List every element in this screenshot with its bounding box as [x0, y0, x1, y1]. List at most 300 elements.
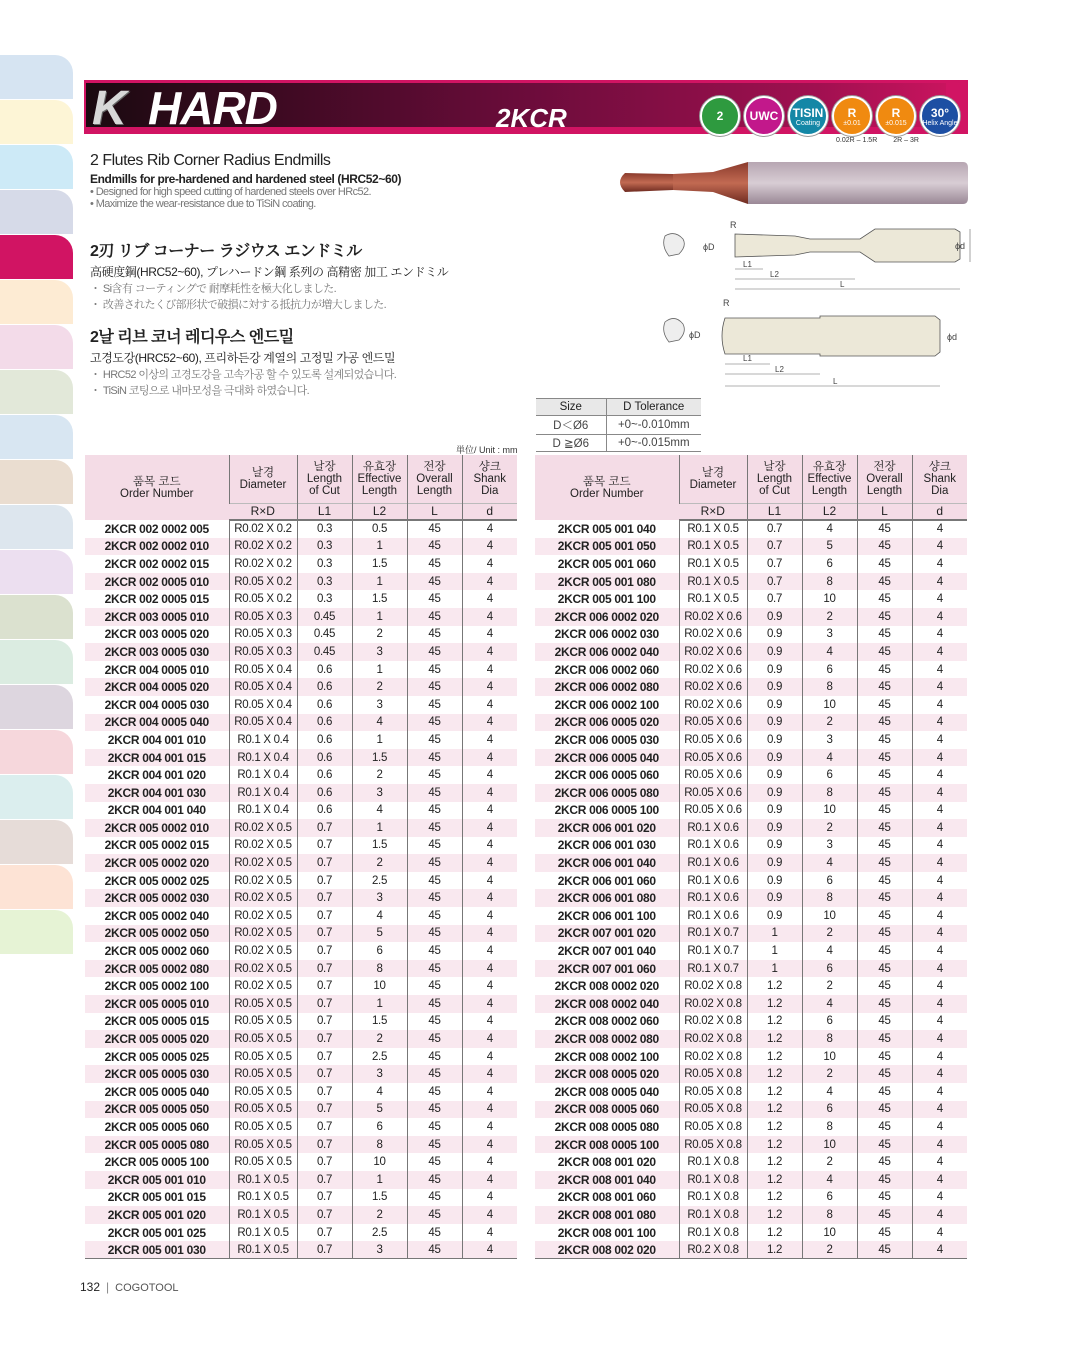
tolerance-value: +0~-0.010mm — [606, 416, 701, 435]
cell-effective-length: 2.5 — [352, 872, 407, 890]
cell-shank-dia: 4 — [912, 837, 967, 855]
section-tab[interactable] — [0, 280, 73, 324]
table-row — [85, 977, 517, 995]
cell-order-number: 2KCR 004 001 020 — [107, 768, 206, 783]
cell-diameter: R0.05 X 0.5 — [229, 1013, 297, 1031]
cell-diameter: R0.05 X 0.4 — [229, 696, 297, 714]
cell-diameter: R0.02 X 0.5 — [229, 819, 297, 837]
cell-order-number: 2KCR 008 001 060 — [557, 1190, 656, 1205]
cell-shank-dia: 4 — [462, 995, 517, 1013]
header-line: 날경 — [701, 466, 725, 479]
cell-order-number: 2KCR 005 0005 025 — [104, 1049, 209, 1064]
cell-length-of-cut: 0.9 — [747, 766, 802, 784]
cell-overall-length: 45 — [407, 590, 462, 608]
series-code: 2KCR — [496, 103, 567, 133]
header-diameter — [229, 455, 297, 503]
section-tab[interactable] — [0, 235, 73, 279]
cell-length-of-cut: 0.9 — [747, 907, 802, 925]
cell-length-of-cut: 1 — [747, 960, 802, 978]
cell-overall-length: 45 — [407, 1101, 462, 1119]
cell-diameter: R0.05 X 0.4 — [229, 661, 297, 679]
label-shank-d: ϕd — [955, 241, 966, 251]
cell-order-number: 2KCR 005 0005 040 — [104, 1084, 209, 1099]
cell-order-number: 2KCR 008 0002 100 — [554, 1049, 659, 1064]
cell-diameter: R0.05 X 0.3 — [229, 608, 297, 626]
cell-order-number: 2KCR 008 001 020 — [557, 1155, 656, 1170]
cell-diameter: R0.05 X 0.8 — [679, 1101, 747, 1119]
cell-shank-dia: 4 — [912, 1171, 967, 1189]
cell-order-number: 2KCR 008 001 080 — [535, 1206, 679, 1224]
cell-diameter: R0.2 X 0.8 — [679, 1241, 747, 1259]
cell-shank-dia: 4 — [912, 1048, 967, 1066]
k-logo: K — [92, 82, 125, 135]
cell-effective-length: 3 — [352, 643, 407, 661]
cell-length-of-cut: 0.7 — [297, 1065, 352, 1083]
cell-effective-length: 1 — [352, 731, 407, 749]
tolerance-size: D＜Ø6 — [536, 416, 606, 435]
cell-diameter: R0.02 X 0.6 — [679, 661, 747, 679]
cell-length-of-cut: 0.7 — [747, 555, 802, 573]
cell-shank-dia: 4 — [912, 995, 967, 1013]
table-row — [535, 538, 967, 556]
cell-effective-length: 4 — [802, 854, 857, 872]
cell-order-number: 2KCR 006 0005 060 — [554, 768, 659, 783]
cell-length-of-cut: 0.7 — [297, 925, 352, 943]
table-row — [85, 995, 517, 1013]
cell-order-number: 2KCR 005 0005 100 — [104, 1155, 209, 1170]
section-tab[interactable] — [0, 595, 73, 639]
cell-diameter: R0.1 X 0.5 — [229, 1171, 297, 1189]
cell-length-of-cut: 0.9 — [747, 854, 802, 872]
cell-shank-dia: 4 — [912, 1013, 967, 1031]
flute — [620, 173, 673, 192]
cell-effective-length: 6 — [802, 1101, 857, 1119]
header-line: Shank — [473, 472, 507, 485]
cell-length-of-cut: 0.7 — [747, 538, 802, 556]
header-line: Length — [306, 472, 343, 485]
header-symbol: d — [912, 503, 967, 520]
cell-length-of-cut: 0.7 — [297, 1206, 352, 1224]
cell-order-number: 2KCR 002 0005 015 — [104, 592, 209, 607]
section-tabs — [0, 55, 73, 955]
section-tab[interactable] — [0, 370, 73, 414]
cell-order-number: 2KCR 006 0005 030 — [554, 732, 659, 747]
cell-overall-length: 45 — [407, 1153, 462, 1171]
section-tab[interactable] — [0, 865, 73, 909]
description-english — [90, 152, 401, 210]
cell-length-of-cut: 0.7 — [297, 1171, 352, 1189]
table-row — [535, 1189, 967, 1207]
cell-overall-length: 45 — [857, 872, 912, 890]
cell-shank-dia: 4 — [462, 1083, 517, 1101]
cell-effective-length: 4 — [352, 1083, 407, 1101]
section-tab[interactable] — [0, 325, 73, 369]
table-row — [535, 555, 967, 573]
cell-length-of-cut: 0.45 — [297, 626, 352, 644]
cell-shank-dia: 4 — [462, 1118, 517, 1136]
cell-order-number: 2KCR 008 0005 080 — [554, 1119, 659, 1134]
cell-length-of-cut: 0.7 — [297, 1153, 352, 1171]
header-line: Length — [361, 484, 398, 497]
cell-effective-length: 3 — [352, 1241, 407, 1259]
cell-length-of-cut: 0.7 — [297, 1136, 352, 1154]
product-table-right — [535, 455, 967, 1259]
cell-length-of-cut: 0.7 — [297, 1118, 352, 1136]
cell-effective-length: 10 — [802, 1136, 857, 1154]
cell-overall-length: 45 — [857, 731, 912, 749]
cell-shank-dia: 4 — [462, 1206, 517, 1224]
table-row — [85, 555, 517, 573]
cell-effective-length: 3 — [352, 889, 407, 907]
cell-length-of-cut: 1.2 — [747, 1013, 802, 1031]
cell-length-of-cut: 0.9 — [747, 837, 802, 855]
cell-shank-dia: 4 — [462, 872, 517, 890]
cell-diameter: R0.02 X 0.2 — [229, 520, 297, 538]
header-line: 샹크 — [928, 460, 951, 473]
table-row — [535, 749, 967, 767]
cell-order-number: 2KCR 004 001 040 — [107, 803, 206, 818]
cell-overall-length: 45 — [857, 1189, 912, 1207]
cell-overall-length: 45 — [407, 977, 462, 995]
cell-shank-dia: 4 — [912, 590, 967, 608]
cell-diameter: R0.02 X 0.8 — [679, 995, 747, 1013]
cell-effective-length: 1.5 — [352, 590, 407, 608]
cell-shank-dia: 4 — [462, 837, 517, 855]
cell-order-number: 2KCR 008 0005 020 — [535, 1065, 679, 1083]
badge-notes — [836, 137, 919, 144]
cell-overall-length: 45 — [407, 960, 462, 978]
cell-order-number: 2KCR 004 0005 030 — [104, 697, 209, 712]
cell-shank-dia: 4 — [912, 520, 967, 538]
cell-shank-dia: 4 — [912, 1030, 967, 1048]
table-row — [85, 661, 517, 679]
table-row — [85, 907, 517, 925]
cell-effective-length: 1.5 — [352, 1189, 407, 1207]
cell-order-number: 2KCR 002 0002 015 — [104, 556, 209, 571]
cell-order-number: 2KCR 005 0005 060 — [104, 1119, 209, 1134]
header-diameter — [679, 455, 747, 503]
cell-length-of-cut: 1 — [747, 925, 802, 943]
header-line: Length — [866, 484, 903, 497]
cell-diameter: R0.05 X 0.3 — [229, 626, 297, 644]
cell-order-number: 2KCR 006 0005 080 — [535, 784, 679, 802]
header-line: Dia — [931, 484, 949, 497]
cell-shank-dia: 4 — [462, 854, 517, 872]
cell-order-number: 2KCR 005 001 020 — [85, 1206, 229, 1224]
cell-overall-length: 45 — [407, 889, 462, 907]
cell-effective-length: 2 — [802, 819, 857, 837]
section-tab[interactable] — [0, 775, 73, 819]
header-shank-dia — [462, 455, 517, 503]
cell-order-number: 2KCR 005 0005 020 — [85, 1030, 229, 1048]
header-overall-length — [857, 455, 912, 503]
cell-shank-dia: 4 — [462, 590, 517, 608]
cell-shank-dia: 4 — [462, 714, 517, 732]
cell-length-of-cut: 0.6 — [297, 749, 352, 767]
cell-shank-dia: 4 — [462, 643, 517, 661]
cell-shank-dia: 4 — [912, 608, 967, 626]
table-row — [535, 1083, 967, 1101]
cell-effective-length: 8 — [352, 960, 407, 978]
section-tab[interactable] — [0, 145, 73, 189]
cell-shank-dia: 4 — [912, 731, 967, 749]
label-l: L — [833, 377, 838, 386]
page-footer — [80, 1280, 179, 1294]
cell-effective-length: 8 — [802, 1206, 857, 1224]
table-row — [535, 573, 967, 591]
header-line: Order Number — [570, 487, 644, 500]
cell-diameter: R0.1 X 0.8 — [679, 1189, 747, 1207]
cell-overall-length: 45 — [857, 1030, 912, 1048]
cell-length-of-cut: 0.7 — [297, 889, 352, 907]
cell-diameter: R0.1 X 0.6 — [679, 872, 747, 890]
cell-overall-length: 45 — [857, 1013, 912, 1031]
table-row — [535, 1136, 967, 1154]
header-line: 전장 — [423, 460, 446, 473]
section-tab[interactable] — [0, 640, 73, 684]
cell-overall-length: 45 — [407, 749, 462, 767]
header-symbol: L2 — [802, 503, 857, 520]
table-row — [535, 590, 967, 608]
badge-sub: Coating — [795, 119, 821, 127]
cell-shank-dia: 4 — [912, 907, 967, 925]
header-line: 샹크 — [478, 460, 501, 473]
cell-diameter: R0.02 X 0.5 — [229, 925, 297, 943]
cell-diameter: R0.02 X 0.5 — [229, 889, 297, 907]
cell-order-number: 2KCR 005 0002 100 — [104, 979, 209, 994]
cell-diameter: R0.1 X 0.4 — [229, 731, 297, 749]
cell-effective-length: 6 — [352, 942, 407, 960]
cell-effective-length: 2 — [352, 626, 407, 644]
cell-order-number: 2KCR 008 0005 040 — [554, 1084, 659, 1099]
cell-shank-dia: 4 — [462, 784, 517, 802]
cell-overall-length: 45 — [407, 520, 462, 538]
section-tab[interactable] — [0, 910, 73, 954]
section-tab[interactable] — [0, 190, 73, 234]
cell-length-of-cut: 0.6 — [297, 661, 352, 679]
cell-effective-length: 10 — [802, 1048, 857, 1066]
section-tab[interactable] — [0, 820, 73, 864]
cell-length-of-cut: 0.9 — [747, 608, 802, 626]
cell-shank-dia: 4 — [912, 854, 967, 872]
header-line: 날장 — [313, 460, 336, 473]
cell-diameter: R0.05 X 0.5 — [229, 995, 297, 1013]
cell-overall-length: 45 — [857, 1048, 912, 1066]
table-row — [85, 1101, 517, 1119]
cell-effective-length: 4 — [802, 1171, 857, 1189]
cell-length-of-cut: 0.7 — [297, 819, 352, 837]
cell-overall-length: 45 — [407, 1241, 462, 1259]
header-line: 유효장 — [362, 460, 397, 473]
header-line: 전장 — [873, 460, 896, 473]
badge-sub: Helix Angle — [922, 119, 958, 127]
cell-overall-length: 45 — [857, 538, 912, 556]
section-tab[interactable] — [0, 550, 73, 594]
cell-diameter: R0.1 X 0.4 — [229, 802, 297, 820]
cell-effective-length: 8 — [802, 678, 857, 696]
cell-length-of-cut: 1.2 — [747, 1048, 802, 1066]
cell-shank-dia: 4 — [912, 1101, 967, 1119]
product-line-title: HARD — [148, 82, 277, 134]
cell-diameter: R0.05 X 0.4 — [229, 714, 297, 732]
cell-shank-dia: 4 — [462, 1189, 517, 1207]
cell-shank-dia: 4 — [462, 802, 517, 820]
cell-overall-length: 45 — [407, 995, 462, 1013]
cell-diameter: R0.1 X 0.8 — [679, 1224, 747, 1242]
cell-shank-dia: 4 — [462, 1065, 517, 1083]
cell-shank-dia: 4 — [912, 942, 967, 960]
cell-length-of-cut: 0.7 — [297, 1101, 352, 1119]
label-l2: L2 — [775, 365, 784, 374]
cell-overall-length: 45 — [857, 819, 912, 837]
header-line: Length — [811, 484, 848, 497]
cell-shank-dia: 4 — [912, 749, 967, 767]
cell-diameter: R0.1 X 0.8 — [679, 1153, 747, 1171]
cell-order-number: 2KCR 008 0005 100 — [535, 1136, 679, 1154]
cell-diameter: R0.02 X 0.6 — [679, 608, 747, 626]
cell-effective-length: 1.5 — [352, 837, 407, 855]
cell-diameter: R0.02 X 0.8 — [679, 977, 747, 995]
table-row — [535, 1153, 967, 1171]
table-row — [535, 872, 967, 890]
bullet: ・ HRC52 이상의 고경도강을 고속가공 할 수 있도록 설계되었습니다. — [90, 369, 397, 381]
cell-diameter: R0.02 X 0.5 — [229, 960, 297, 978]
section-tab[interactable] — [0, 685, 73, 729]
cell-effective-length: 8 — [802, 573, 857, 591]
cell-overall-length: 45 — [407, 643, 462, 661]
cell-overall-length: 45 — [857, 573, 912, 591]
cell-overall-length: 45 — [407, 1118, 462, 1136]
product-table-left — [85, 455, 517, 1259]
unit-label: 単位/ Unit : mm — [456, 445, 518, 455]
cell-length-of-cut: 0.7 — [297, 837, 352, 855]
cell-diameter: R0.1 X 0.6 — [679, 819, 747, 837]
table-row — [85, 1171, 517, 1189]
table-row — [85, 1224, 517, 1242]
cell-length-of-cut: 0.7 — [297, 977, 352, 995]
cell-overall-length: 45 — [857, 590, 912, 608]
cell-order-number: 2KCR 008 0002 060 — [554, 1014, 659, 1029]
tisin-coating-icon — [788, 96, 828, 136]
table-row — [535, 1013, 967, 1031]
table-row — [85, 837, 517, 855]
cell-effective-length: 2 — [352, 1206, 407, 1224]
cell-effective-length: 6 — [802, 872, 857, 890]
cell-order-number: 2KCR 005 001 015 — [107, 1190, 206, 1205]
cell-diameter: R0.02 X 0.5 — [229, 942, 297, 960]
cell-diameter: R0.05 X 0.8 — [679, 1083, 747, 1101]
cell-shank-dia: 4 — [912, 1083, 967, 1101]
header-line: Effective — [357, 472, 402, 485]
cell-length-of-cut: 0.7 — [747, 520, 802, 538]
cell-effective-length: 10 — [802, 696, 857, 714]
cell-effective-length: 2 — [352, 766, 407, 784]
section-tab[interactable] — [0, 730, 73, 774]
cell-effective-length: 5 — [802, 538, 857, 556]
cell-effective-length: 1 — [352, 819, 407, 837]
cell-effective-length: 4 — [802, 520, 857, 538]
cell-shank-dia: 4 — [462, 889, 517, 907]
cell-shank-dia: 4 — [462, 731, 517, 749]
section-tab[interactable] — [0, 505, 73, 549]
cell-shank-dia: 4 — [912, 678, 967, 696]
cell-effective-length: 10 — [802, 802, 857, 820]
cell-order-number: 2KCR 002 0002 010 — [85, 538, 229, 556]
cell-shank-dia: 4 — [462, 678, 517, 696]
cell-shank-dia: 4 — [912, 538, 967, 556]
subtitle-japanese: 高硬度鋼(HRC52~60), プレハードン鋼 系列の 高精密 加工 エンドミル — [90, 265, 449, 279]
header-symbol: R×D — [229, 503, 297, 520]
cell-shank-dia: 4 — [912, 1206, 967, 1224]
header-line: 품목 코드 — [582, 475, 631, 488]
cell-overall-length: 45 — [857, 626, 912, 644]
cell-effective-length: 3 — [352, 696, 407, 714]
section-tab[interactable] — [0, 415, 73, 459]
table-row — [85, 714, 517, 732]
table-row — [535, 977, 967, 995]
cell-effective-length: 2.5 — [352, 1048, 407, 1066]
header-symbol: R×D — [679, 503, 747, 520]
cell-overall-length: 45 — [857, 1136, 912, 1154]
footer-separator: | — [106, 1280, 110, 1294]
cell-diameter: R0.1 X 0.4 — [229, 749, 297, 767]
cell-order-number: 2KCR 004 001 015 — [85, 749, 229, 767]
cell-overall-length: 45 — [407, 942, 462, 960]
table-row — [85, 872, 517, 890]
cell-order-number: 2KCR 002 0002 005 — [104, 521, 209, 536]
cell-diameter: R0.05 X 0.5 — [229, 1048, 297, 1066]
cell-shank-dia: 4 — [462, 907, 517, 925]
label-phi-d: ϕD — [703, 242, 715, 252]
table-row — [85, 626, 517, 644]
cell-diameter: R0.02 X 0.6 — [679, 643, 747, 661]
cell-diameter: R0.1 X 0.8 — [679, 1171, 747, 1189]
cell-overall-length: 45 — [857, 1083, 912, 1101]
uwc-icon — [744, 96, 784, 136]
cell-effective-length: 6 — [802, 661, 857, 679]
table-row — [85, 819, 517, 837]
cell-diameter: R0.02 X 0.5 — [229, 907, 297, 925]
table-row — [535, 907, 967, 925]
cell-overall-length: 45 — [407, 1030, 462, 1048]
cell-diameter: R0.02 X 0.6 — [679, 696, 747, 714]
cell-length-of-cut: 0.3 — [297, 555, 352, 573]
cell-effective-length: 1.5 — [352, 1013, 407, 1031]
table-row — [535, 819, 967, 837]
cell-diameter: R0.02 X 0.8 — [679, 1048, 747, 1066]
cell-shank-dia: 4 — [912, 977, 967, 995]
cell-effective-length: 2 — [352, 1030, 407, 1048]
table-row — [535, 1030, 967, 1048]
section-tab[interactable] — [0, 100, 73, 144]
cell-overall-length: 45 — [857, 1241, 912, 1259]
cell-shank-dia: 4 — [462, 626, 517, 644]
section-tab[interactable] — [0, 55, 73, 99]
drawing-short-flute — [655, 214, 975, 294]
table-row — [85, 1153, 517, 1171]
badge-label: 2 — [716, 109, 724, 123]
cell-length-of-cut: 1.2 — [747, 1241, 802, 1259]
cell-diameter: R0.1 X 0.5 — [679, 555, 747, 573]
cell-order-number: 2KCR 005 0002 020 — [85, 854, 229, 872]
section-tab[interactable] — [0, 460, 73, 504]
cell-order-number: 2KCR 006 0005 040 — [535, 749, 679, 767]
cell-overall-length: 45 — [407, 872, 462, 890]
table-row — [535, 960, 967, 978]
cell-overall-length: 45 — [857, 696, 912, 714]
cell-overall-length: 45 — [407, 837, 462, 855]
cell-effective-length: 4 — [352, 802, 407, 820]
